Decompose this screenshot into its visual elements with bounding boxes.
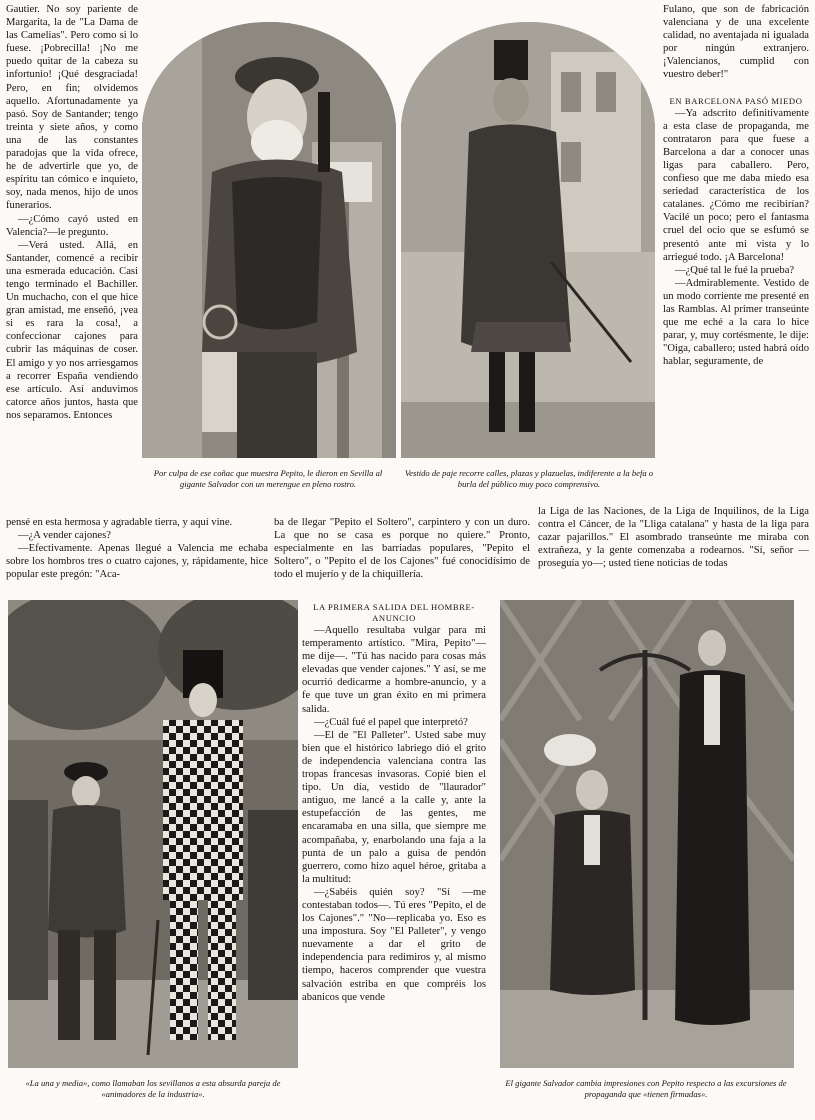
paragraph: Fulano, que son de fabricación valenciana y de una excelente calidad, no aventajada ni igualada por ningún extranjero. ¡Valencianos, cumplid con vuestro deber!"	[663, 4, 809, 81]
caption-photo-2: Vestido de paje recorre calles, plazas y plazuelas, indiferente a la befa o burla del público muy poco comprensivo.	[404, 468, 654, 489]
column-band-right	[538, 505, 809, 594]
column-middle-bottom	[302, 602, 486, 1098]
photo-giant-salvador	[500, 600, 794, 1068]
paragraph: pensé en esta hermosa y agradable tierra, y aquí vine.	[6, 517, 233, 528]
caption-photo-1: Por culpa de ese coñac que muestra Pepito, le dieron en Sevilla al gigante Salvador con un merengue en pleno rostro.	[153, 468, 383, 489]
section-heading: EN BARCELONA PASÓ MIEDO	[669, 95, 803, 106]
paragraph: —Aquello resultaba vulgar para mi temperamento artístico. "Mira, Pepito"—me dije—. "Tú has nacido para cosas más elevadas que vender cajones." Y así, se me ocurrió dedicarme a hombre-anuncio, y a fe que tuve un gran éxito en mi primera salida.	[302, 625, 486, 715]
paragraph: —Ya adscrito definitivamente a esta clase de propaganda, me contrataron para que fuese a Barcelona a dar a conocer unas ligas para caballero. Pero, confieso que me daba miedo esa seriedad característica de los catalanes. ¿Cómo me recibirían? Vacilé un poco; pero el fantasma cruel del ocio que se esfumó se presentó ante mi vista y lo arriegué todo. ¡A Barcelona!	[663, 107, 809, 263]
photo-pepito-bottle	[142, 22, 396, 458]
paragraph: la Liga de las Naciones, de la Liga de Inquilinos, de la Liga contra el Cáncer, de la "Lliga catalana" y hasta de la liga para cazar pajarillos." El asombrado transeúnte me miraba con extrañeza, y la gente comenzaba a rodearnos. "Sí, señor —proseguía yo—; usted tiene noticias de todas	[538, 506, 809, 570]
photo-la-una-y-media	[8, 600, 298, 1068]
photo-giant-salvador-image	[500, 600, 794, 1068]
paragraph: —¿Cómo cayó usted en Valencia?—le pregunto.	[6, 213, 138, 238]
column-right-top	[663, 3, 809, 517]
section-heading: LA PRIMERA SALIDA DEL HOMBRE-ANUNCIO	[313, 602, 475, 623]
paragraph: —¿A vender cajones?	[18, 530, 111, 542]
paragraph: —Efectivamente. Apenas llegué a Valencia me echaba sobre los hombros tres o cuatro cajones, y, rápidamente, hice popular este pregón: "Aca-	[6, 543, 268, 581]
paragraph: —Admirablemente. Vestido de un modo corriente me presenté en las Ramblas. Al primer transeúnte que me eché a la cara lo hice parar, y, muy cortésmente, le dije: "Oiga, caballero; usted habrá oído hablar, seguramente, de	[663, 277, 809, 368]
column-left-top	[6, 3, 138, 517]
paragraph: ba de llegar "Pepito el Soltero", carpintero y con un duro. La que no se casa es porque no quiere." Pronto, especialmente en las barriadas populares, "Pepito el Soltero", o "Pepito el de los Cajones" fué conocidísimo de todo el mujerío y de la chiquillería.	[274, 517, 530, 581]
caption-photo-4: El gigante Salvador cambia impresiones con Pepito respecto a las excursiones de propaganda que «tienen firmadas».	[505, 1078, 787, 1099]
paragraph: Gautier. No soy pariente de Margarita, la de "La Dama de las Camelias". Pero como si lo fuese. ¡Pobrecilla! ¡No me puedo quitar de la cabeza su infortunio! ¡Qué desgraciada! Pero, en fin; olvidemos aquello. Afortunadamente ya pasó. Soy de Santander; tengo treinta y siete años, y como una de las constantes paradojas que la vida ofrece, he de advertirle que yo, de espíritu tan cómico e inquieto, soy, nada menos, hijo de unos funerarios.	[6, 4, 138, 212]
photo-la-una-y-media-image	[8, 600, 298, 1068]
caption-photo-3: «La una y media», como llamaban los sevillanos a esta absurda pareja de «animadores de la industria».	[25, 1078, 281, 1099]
paragraph: —El de "El Palleter". Usted sabe muy bien que el histórico labriego dió el grito de independencia valenciana contra las tropas francesas invasoras. Copié bien el tipo. Un día, vestido de "llaurador" antiguo, me lancé a la calle y, ante la estupefacción de las gentes, me encaramaba en una silla, que siempre me acompañaba, y, enarbolando una faja a la punta de un palo a guisa de pendón guerrero, como hizo aquel héroe, gritaba a la multitud:	[302, 729, 486, 885]
photo-pepito-page-costume	[401, 22, 655, 458]
column-band-left	[6, 516, 268, 594]
paragraph: —¿Sabéis quién soy? "Sí —me contestaban todos—. Tú eres "Pepito, el de los Cajones"." "No—replicaba yo. Eso es una impostura. Soy "El Palleter", y vengo nuevamente a dar el grito de independencia para redimiros y, al mismo tiempo, haceros comprender que vuestra salvación estriba en que compréis los abanicos que vende	[302, 886, 486, 1003]
paragraph: —¿Qué tal le fué la prueba?	[675, 264, 795, 276]
paragraph: —¿Cuál fué el papel que interpretó?	[314, 716, 468, 728]
column-band-middle	[274, 516, 530, 594]
photo-pepito-bottle-image	[142, 22, 396, 458]
paragraph: —Verá usted. Allá, en Santander, comencé a recibir una esmerada educación. Casi tengo terminado el Bachiller. Un muchacho, con el que hice gran amistad, me enseñó, ¡vea si es rara la cosa!, a confeccionar cajones para cubrir las máquinas de coser. El amigo y yo nos arriesgamos a recorrer España vendiendo ese artículo. Así anduvimos catorce años juntos, hasta que nos separamos. Entonces	[6, 239, 138, 421]
photo-pepito-page-costume-image	[401, 22, 655, 458]
